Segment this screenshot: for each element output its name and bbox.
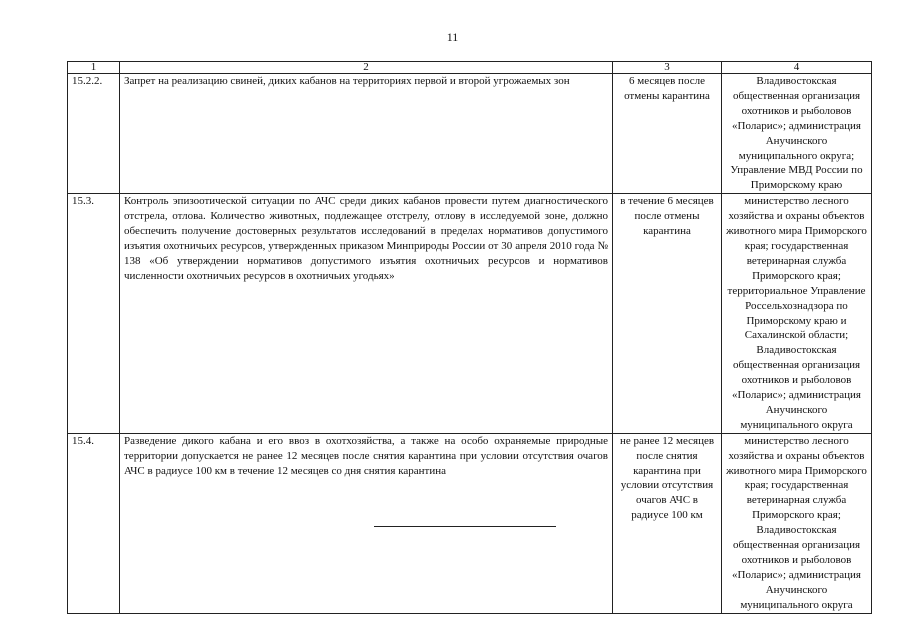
page-number: 11 — [446, 30, 459, 44]
table-row — [68, 433, 872, 613]
term-text: не ранее 12 месяцев после снятия карантина при условии отсутствия очагов АЧС в радиусе 100 км — [613, 433, 722, 613]
measure-text: Запрет на реализацию свиней, диких кабанов на территориях первой и второй угрожаемых зон — [120, 74, 613, 194]
column-header-4: 4 — [722, 62, 872, 74]
measure-text: Контроль эпизоотической ситуации по АЧС среди диких кабанов провести путем диагностического отстрела, отлова. Количество животных, подлежащее отстрелу, отлову в исследуемой зоне, должно обеспечить получение достоверных результатов исследований в пределах нормативов допустимого изъятия охотничьих ресурсов, утвержденных приказом Минприроды России от 30 апреля 2010 года № 138 «Об утверждении нормативов допустимого изъятия охотничьих ресурсов и нормативов численности охотничьих ресурсов в охотничьих угодьях» — [120, 194, 613, 434]
table-row — [68, 194, 872, 434]
row-number: 15.2.2. — [68, 74, 120, 194]
footer-divider-line — [374, 526, 556, 527]
row-number: 15.3. — [68, 194, 120, 434]
responsible-text: Владивостокская общественная организация охотников и рыболовов «Поларис»; администрация Анучинского муниципального округа; Управление МВД России по Приморскому краю — [722, 74, 872, 194]
responsible-text: министерство лесного хозяйства и охраны объектов животного мира Приморского края; государственная ветеринарная служба Приморского края; территориальное Управление Россельхознадзора по Приморскому краю и Сахалинской области; Владивостокская общественная организация охотников и рыболовов «Поларис»; администрация Анучинского муниципального округа — [722, 194, 872, 434]
term-text: 6 месяцев после отмены карантина — [613, 74, 722, 194]
measure-text: Разведение дикого кабана и его ввоз в охотхозяйства, а также на особо охраняемые природные территории допускается не ранее 12 месяцев после снятия карантина при условии отсутствия очагов АЧС в радиусе 100 км в течение 12 месяцев со дня снятия карантина — [120, 433, 613, 613]
column-header-1: 1 — [68, 62, 120, 74]
column-header-3: 3 — [613, 62, 722, 74]
table-row — [68, 74, 872, 194]
row-number: 15.4. — [68, 433, 120, 613]
term-text: в течение 6 месяцев после отмены карантина — [613, 194, 722, 434]
table-header-row — [68, 62, 872, 74]
measures-table — [67, 61, 872, 614]
column-header-2: 2 — [120, 62, 613, 74]
responsible-text: министерство лесного хозяйства и охраны объектов животного мира Приморского края; государственная ветеринарная служба Приморского края; Владивостокская общественная организация охотников и рыболовов «Поларис»; администрация Анучинского муниципального округа — [722, 433, 872, 613]
